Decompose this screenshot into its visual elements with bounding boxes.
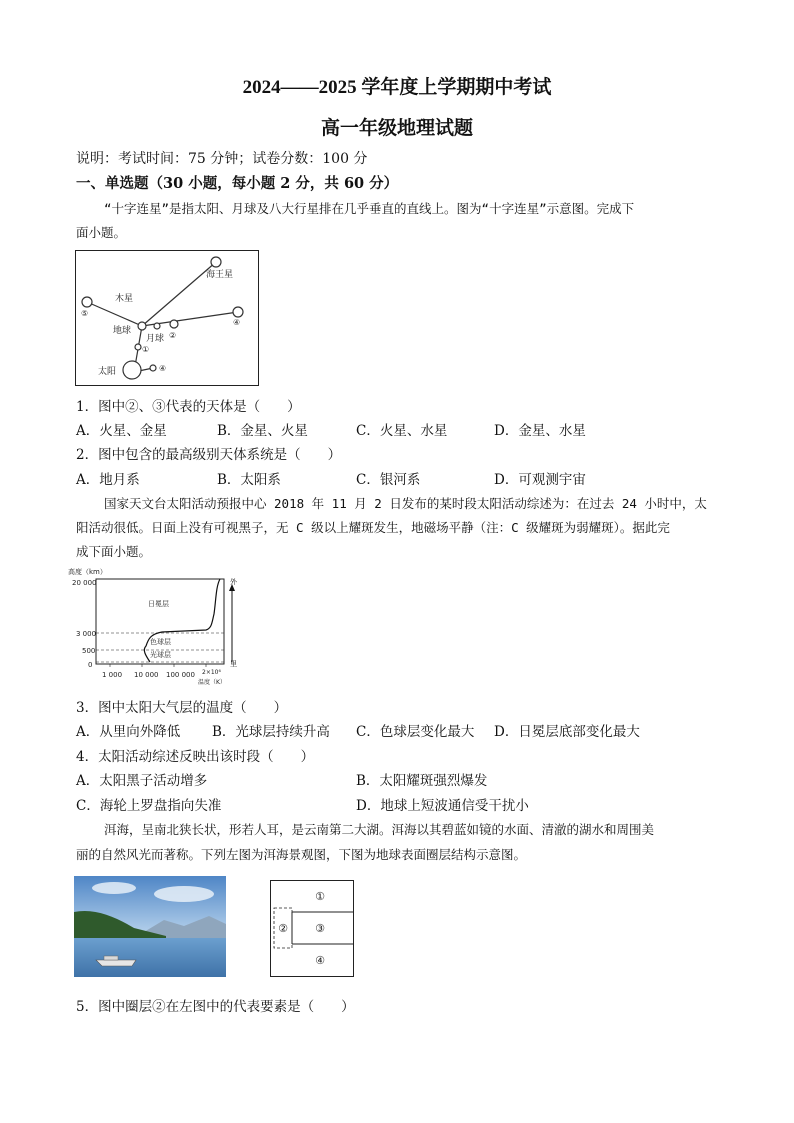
q2-option-b: B．太阳系 (217, 472, 281, 488)
q3-option-c: C．色球层变化最大 (356, 724, 475, 740)
q4-option-c: C．海轮上罗盘指向失准 (76, 798, 222, 814)
fig2-xlabel: 温度（K） (198, 679, 226, 686)
label-n4-sun: ④ (159, 364, 167, 373)
passage2-line3: 成下面小题。 (76, 544, 152, 559)
fig2-ytick-20000: 20 000 (72, 579, 97, 587)
label-n5: ⑤ (81, 309, 89, 318)
q4-option-a: A．太阳黑子活动增多 (76, 773, 208, 789)
exam-subtitle: 高一年级地理试题 (320, 118, 473, 139)
section-heading: 一、单选题（30 小题，每小题 2 分，共 60 分） (76, 175, 399, 192)
label-moon: 月球 (146, 334, 165, 344)
fig2-xtick-10000: 10 000 (134, 671, 159, 679)
q4-stem: 4．太阳活动综述反映出该时段（ ） (76, 749, 315, 765)
fig2-ytick-0: 0 (88, 661, 93, 669)
exam-title: 2024——2025 学年度上学期期中考试 (242, 77, 552, 98)
fig2-ylabel: 高度（km） (68, 568, 107, 576)
label-sun: 太阳 (98, 367, 117, 377)
fig2-arrow-bottom-label: 里 (230, 660, 237, 668)
fig2-ytick-3000: 3 000 (76, 630, 97, 638)
q2-option-a: A．地月系 (76, 472, 140, 488)
sphere-label-2: ② (278, 922, 288, 935)
cross-planets-diagram (75, 250, 259, 386)
label-neptune: 海王星 (206, 270, 234, 280)
fig2-xtick-100000: 100 000 (166, 671, 195, 679)
label-n4-right: ④ (233, 318, 241, 327)
q1-option-d: D．金星、水星 (494, 423, 586, 439)
q4-option-d: D．地球上短波通信受干扰小 (356, 798, 529, 814)
q2-option-c: C．银河系 (356, 472, 421, 488)
erhai-lake-photo (74, 876, 226, 977)
passage1-line1: “十字连星”是指太阳、月球及八大行星排在几乎垂直的直线上。图为“十字连星”示意图。完成下 (104, 201, 635, 216)
earth-spheres-diagram (270, 880, 354, 977)
sun-atmosphere-chart (66, 566, 246, 686)
fig2-ytick-500: 500 (82, 647, 96, 655)
sphere-label-3: ③ (315, 922, 325, 935)
exam-note: 说明：考试时间：75 分钟；试卷分数：100 分 (76, 151, 368, 167)
q1-option-a: A．火星、金星 (76, 423, 167, 439)
fig2-arrow-top-label: 外 (230, 578, 237, 586)
sphere-label-4: ④ (315, 954, 325, 967)
q3-option-b: B．光球层持续升高 (212, 724, 330, 740)
fig2-layer-photosphere: 光球层 (150, 651, 171, 659)
q1-option-c: C．火星、水星 (356, 423, 448, 439)
sphere-label-1: ① (315, 890, 325, 903)
q3-stem: 3．图中太阳大气层的温度（ ） (76, 700, 288, 716)
q3-option-d: D．日冕层底部变化最大 (494, 724, 640, 740)
passage2-line1: 国家天文台太阳活动预报中心 2018 年 11 月 2 日发布的某时段太阳活动综述为：在过去 24 小时中，太 (104, 496, 707, 511)
q2-stem: 2．图中包含的最高级别天体系统是（ ） (76, 447, 342, 463)
fig2-layer-chromosphere: 色球层 (150, 638, 171, 646)
q5-stem: 5．图中圈层②在左图中的代表要素是（ ） (76, 999, 355, 1015)
label-n1: ① (142, 345, 150, 354)
passage1-line2: 面小题。 (76, 225, 127, 240)
fig2-xtick-2e6: 2×10⁶ (202, 669, 221, 676)
label-jupiter: 木星 (115, 294, 134, 304)
q2-option-d: D．可观测宇宙 (494, 472, 586, 488)
q1-stem: 1．图中②、③代表的天体是（ ） (76, 399, 301, 415)
label-earth: 地球 (113, 326, 132, 336)
label-n2: ② (169, 331, 177, 340)
passage2-line2: 阳活动很低。日面上没有可视黑子，无 C 级以上耀斑发生，地磁场平静（注：C 级耀斑为弱耀斑）。据此完 (76, 520, 670, 535)
q3-option-a: A．从里向外降低 (76, 724, 181, 740)
q1-option-b: B．金星、火星 (217, 423, 308, 439)
q4-option-b: B．太阳耀斑强烈爆发 (356, 773, 488, 789)
passage3-line1: 洱海，呈南北狭长状，形若人耳，是云南第二大湖。洱海以其碧蓝如镜的水面、清澈的湖水和周围美 (104, 822, 655, 837)
passage3-line2: 丽的自然风光而著称。下列左图为洱海景观图，下图为地球表面圈层结构示意图。 (76, 847, 527, 862)
fig2-xtick-1000: 1 000 (102, 671, 123, 679)
fig2-layer-corona: 日冕层 (148, 600, 169, 608)
